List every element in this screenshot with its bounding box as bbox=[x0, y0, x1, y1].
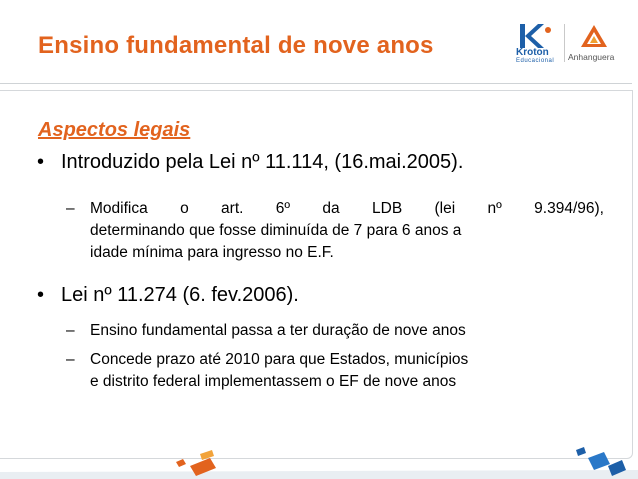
kroton-logo-subtitle: Educacional bbox=[516, 58, 555, 64]
sub-bullet-marker: – bbox=[66, 200, 75, 217]
sub-bullet-marker: – bbox=[66, 322, 75, 339]
orange-cube-icon bbox=[176, 459, 186, 467]
logo-group bbox=[510, 20, 632, 66]
footer-decoration bbox=[0, 440, 638, 479]
bullet-item bbox=[37, 151, 463, 174]
bullet-marker: • bbox=[37, 151, 45, 173]
word: o bbox=[180, 200, 189, 217]
justified-line bbox=[90, 198, 604, 220]
kroton-logo-icon bbox=[516, 22, 556, 50]
text-line: determinando que fosse diminuída de 7 para 6 anos a bbox=[90, 222, 462, 239]
sub-bullet-item bbox=[66, 320, 606, 342]
section-heading: Aspectos legais bbox=[38, 119, 191, 141]
title-divider bbox=[0, 83, 632, 84]
word: art. bbox=[221, 200, 244, 217]
slide-title: Ensino fundamental de nove anos bbox=[38, 32, 434, 59]
word: da bbox=[322, 200, 340, 217]
sub-bullet-item bbox=[66, 198, 606, 264]
kroton-logo-name: Kroton bbox=[516, 47, 549, 58]
word: 9.394/96), bbox=[534, 200, 604, 217]
bullet-marker: • bbox=[37, 284, 45, 306]
word: (lei bbox=[434, 200, 456, 217]
word: nº bbox=[487, 200, 502, 217]
blue-cube-icon bbox=[588, 452, 610, 470]
sub-bullet-item bbox=[66, 349, 606, 393]
orange-cube-icon bbox=[200, 450, 214, 460]
bullet-text: Lei nº 11.274 (6. fev.2006). bbox=[61, 284, 299, 306]
text-line: e distrito federal implementassem o EF de nove anos bbox=[90, 373, 457, 390]
anhanguera-logo-name: Anhanguera bbox=[568, 52, 615, 62]
sub-bullet-marker: – bbox=[66, 351, 75, 368]
sub-bullet-text bbox=[90, 198, 604, 264]
logo-divider bbox=[564, 24, 565, 62]
sub-bullet-text bbox=[90, 349, 468, 393]
word: Modifica bbox=[90, 200, 148, 217]
bullet-text: Introduzido pela Lei nº 11.114, (16.mai.2005). bbox=[61, 151, 464, 173]
word: LDB bbox=[372, 200, 403, 217]
blue-cube-icon bbox=[576, 447, 586, 456]
sub-bullet-text: Ensino fundamental passa a ter duração de nove anos bbox=[90, 322, 466, 339]
text-line: Concede prazo até 2010 para que Estados, municípios bbox=[90, 351, 469, 368]
text-line: idade mínima para ingresso no E.F. bbox=[90, 244, 334, 261]
anhanguera-logo-icon bbox=[580, 24, 608, 48]
word: 6º bbox=[275, 200, 291, 217]
content-frame bbox=[0, 90, 633, 459]
bullet-item bbox=[37, 284, 299, 307]
